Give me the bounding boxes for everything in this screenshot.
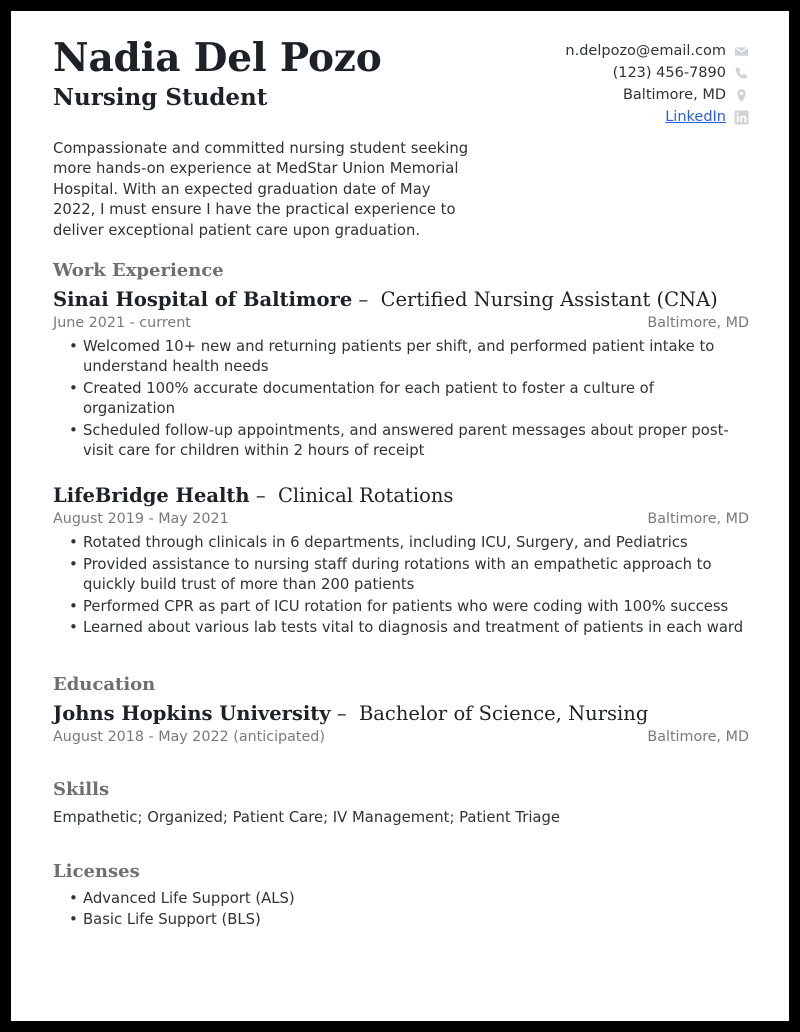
identity-block: [53, 33, 382, 112]
work-entry-role: Certified Nursing Assistant (CNA): [380, 288, 718, 312]
contact-phone: [613, 64, 749, 83]
contact-email-text: n.delpozo@email.com: [565, 43, 726, 59]
work-entry-separator: –: [358, 288, 369, 312]
work-entry-dates: June 2021 - current: [53, 315, 191, 332]
education-entry-heading: [53, 701, 749, 727]
work-entry-bullets: [53, 533, 749, 638]
work-entry-meta: [53, 510, 749, 529]
list-item: • Advanced Life Support (ALS): [53, 889, 749, 909]
contact-linkedin[interactable]: [665, 108, 749, 127]
phone-icon: [734, 66, 749, 81]
work-entry-meta: [53, 314, 749, 333]
list-item: • Basic Life Support (BLS): [53, 910, 749, 930]
work-entry: [53, 287, 749, 461]
list-item: • Provided assistance to nursing staff during rotations with an empathetic approach to quickly build trust of more than 200 patients: [53, 555, 749, 596]
contact-location: [623, 86, 749, 105]
education-entry-meta: [53, 728, 749, 747]
candidate-name: Nadia Del Pozo: [53, 35, 382, 81]
section-skills: [53, 778, 749, 828]
work-entry-location: Baltimore, MD: [647, 511, 749, 528]
contact-email: [565, 42, 749, 61]
section-work-experience: [53, 259, 749, 638]
education-entry-dates: August 2018 - May 2022 (anticipated): [53, 728, 325, 745]
linkedin-icon[interactable]: [734, 110, 749, 125]
work-entry-location: Baltimore, MD: [647, 315, 749, 332]
envelope-icon: [734, 44, 749, 59]
list-item: • Learned about various lab tests vital to diagnosis and treatment of patients in each ward: [53, 618, 749, 638]
list-item: • Welcomed 10+ new and returning patients per shift, and performed patient intake to understand health needs: [53, 337, 749, 378]
list-item: • Scheduled follow-up appointments, and answered parent messages about proper post-visit care for children within 2 hours of receipt: [53, 421, 749, 462]
summary-paragraph: Compassionate and committed nursing student seeking more hands-on experience at MedStar Union Memorial Hospital. With an expected graduation date of May 2022, I must ensure I have the practical experience to deliver exceptional patient care upon graduation.: [53, 140, 469, 239]
work-entry-role: Clinical Rotations: [277, 484, 454, 508]
list-item: • Rotated through clinicals in 6 departments, including ICU, Surgery, and Pediatrics: [53, 533, 749, 553]
linkedin-link[interactable]: LinkedIn: [665, 109, 726, 125]
section-education: [53, 673, 749, 747]
list-item: • Performed CPR as part of ICU rotation for patients who were coding with 100% success: [53, 597, 749, 617]
work-entry-org: Sinai Hospital of Baltimore: [53, 288, 353, 312]
candidate-title: Nursing Student: [53, 84, 268, 111]
skills-list: Empathetic; Organized; Patient Care; IV Management; Patient Triage: [53, 808, 560, 826]
contact-phone-text: (123) 456-7890: [612, 65, 726, 81]
section-licenses: [53, 860, 749, 931]
section-title-education: Education: [53, 673, 156, 695]
section-title-licenses: Licenses: [53, 860, 140, 882]
work-entry-separator: –: [255, 484, 266, 508]
location-pin-icon: [734, 88, 749, 103]
work-entry-org: LifeBridge Health: [53, 484, 250, 508]
education-entry-separator: –: [336, 701, 347, 725]
education-entry-role: Bachelor of Science, Nursing: [358, 701, 649, 725]
work-entry-heading: [53, 483, 749, 509]
section-title-work: Work Experience: [53, 260, 224, 282]
education-entry-location: Baltimore, MD: [647, 728, 749, 745]
work-entry: [53, 483, 749, 638]
resume-page: [11, 11, 789, 1021]
licenses-bullets: [53, 889, 749, 931]
contact-location-text: Baltimore, MD: [622, 87, 726, 103]
education-entry-org: Johns Hopkins University: [53, 701, 331, 725]
work-entry-bullets: [53, 337, 749, 461]
work-entry-heading: [53, 287, 749, 313]
list-item: • Created 100% accurate documentation for each patient to foster a culture of organization: [53, 379, 749, 420]
resume-header: [53, 33, 749, 127]
section-title-skills: Skills: [53, 778, 110, 800]
contact-block: [565, 33, 749, 127]
education-entry: [53, 701, 749, 747]
work-entry-dates: August 2019 - May 2021: [53, 511, 229, 528]
